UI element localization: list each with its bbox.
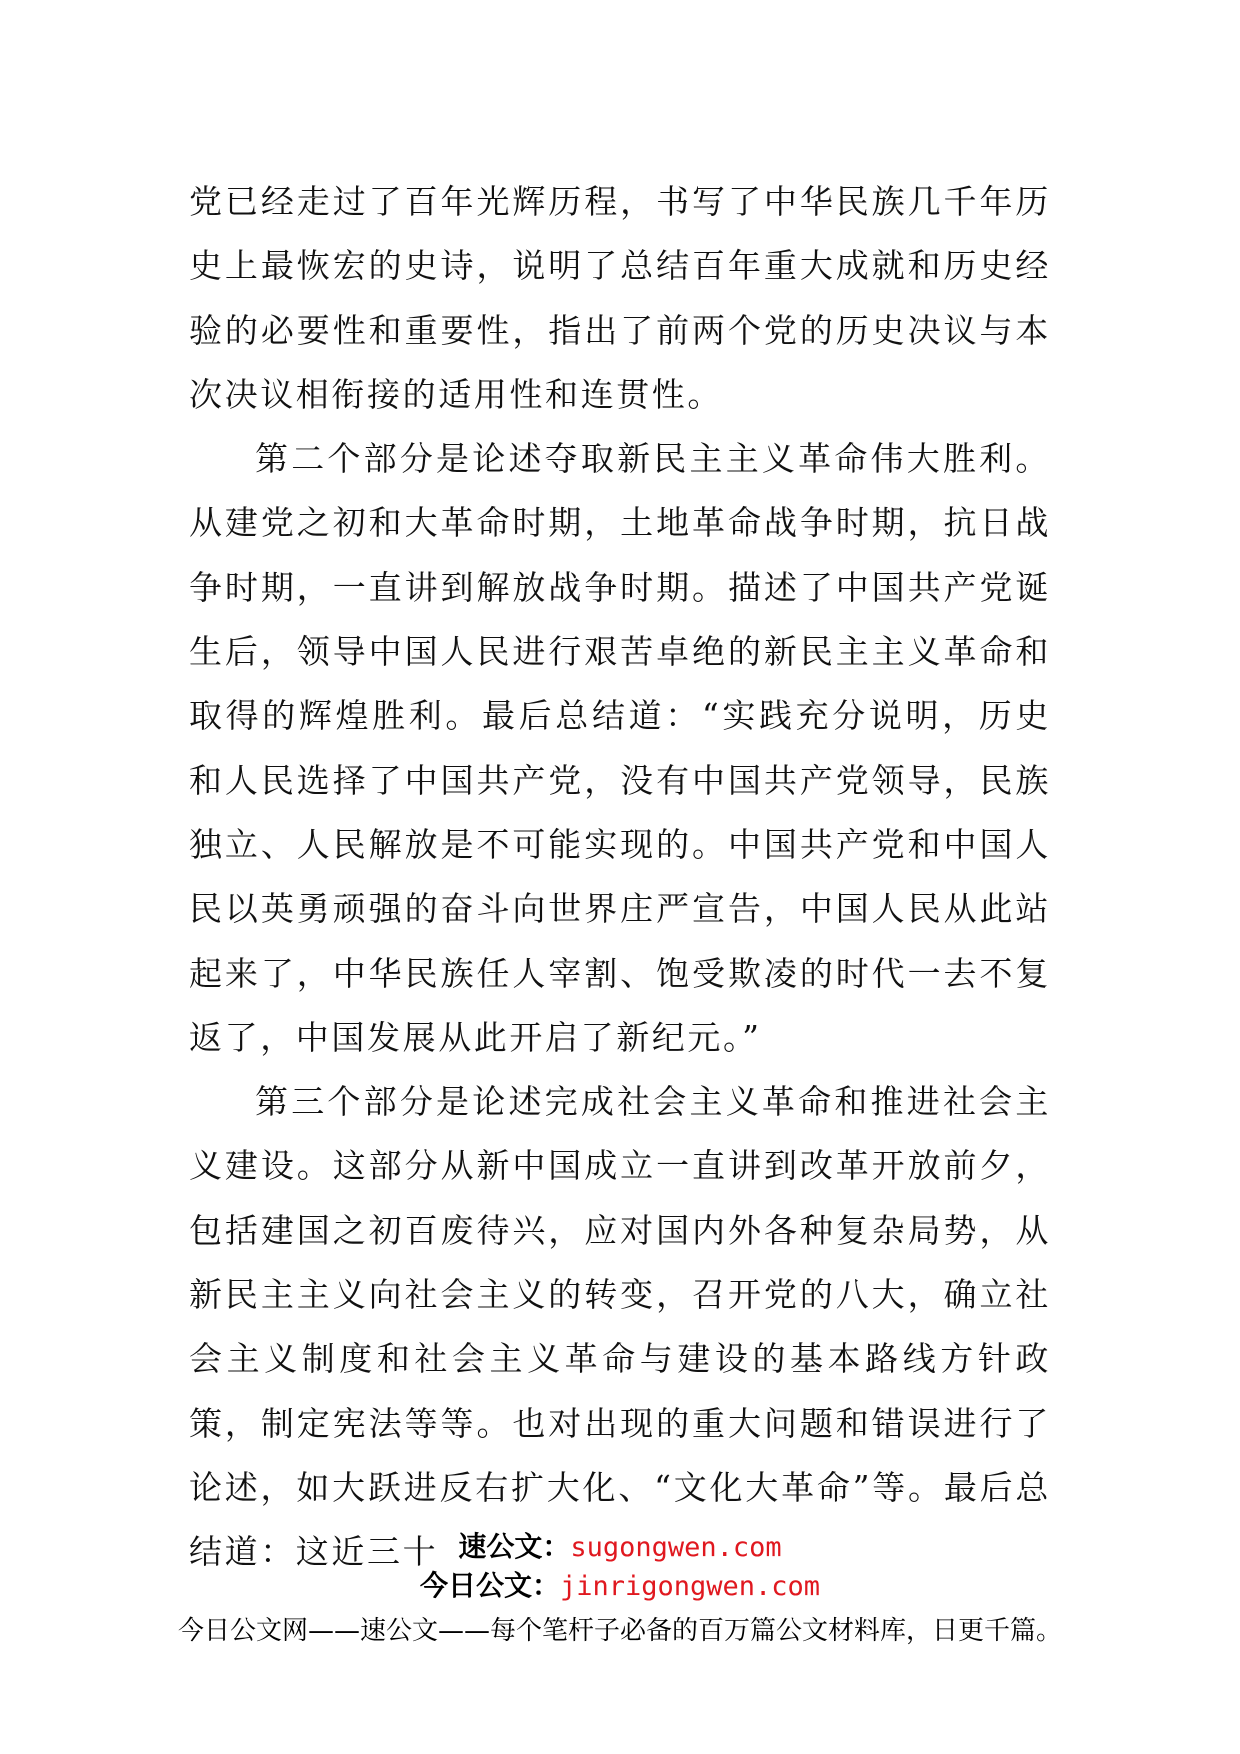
footer-line-sugongwen bbox=[0, 1528, 1240, 1567]
paragraph-1: 党已经走过了百年光辉历程，书写了中华民族几千年历史上最恢宏的史诗，说明了总结百年重大成就和历史经验的必要性和重要性，指出了前两个党的历史决议与本次决议相衔接的适用性和连贯性。 bbox=[189, 182, 1051, 414]
paragraph-3: 第三个部分是论述完成社会主义革命和推进社会主义建设。这部分从新中国成立一直讲到改革开放前夕，包括建国之初百废待兴，应对国内外各种复杂局势，从新民主主义向社会主义的转变，召开党的八大，确立社会主义制度和社会主义革命与建设的基本路线方针政策，制定宪法等等。也对出现的重大问题和错误进行了论述，如大跃进反右扩大化、“文化大革命”等。最后总结道：这近三十 bbox=[189, 1082, 1051, 1572]
footer-label-jinrigongwen: 今日公文： bbox=[419, 1569, 560, 1602]
footer-slogan: 今日公文网——速公文——每个笔杆子必备的百万篇公文材料库，日更千篇。 bbox=[177, 1616, 1062, 1646]
footer-link-sugongwen[interactable]: sugongwen.com bbox=[570, 1532, 782, 1563]
footer-line-jinrigongwen bbox=[0, 1567, 1240, 1606]
paragraph-2: 第二个部分是论述夺取新民主主义革命伟大胜利。从建党之初和大革命时期，土地革命战争时期，抗日战争时期，一直讲到解放战争时期。描述了中国共产党诞生后，领导中国人民进行艰苦卓绝的新民主主义革命和取得的辉煌胜利。最后总结道：“实践充分说明，历史和人民选择了中国共产党，没有中国共产党领导，民族独立、人民解放是不可能实现的。中国共产党和中国人民以英勇顽强的奋斗向世界庄严宣告，中国人民从此站起来了，中华民族任人宰割、饱受欺凌的时代一去不复返了，中国发展从此开启了新纪元。” bbox=[189, 439, 1051, 1057]
footer-link-jinrigongwen[interactable]: jinrigongwen.com bbox=[559, 1571, 821, 1602]
footer-label-sugongwen: 速公文： bbox=[458, 1530, 571, 1563]
document-body bbox=[189, 170, 1051, 1585]
footer-watermark bbox=[0, 1528, 1240, 1650]
